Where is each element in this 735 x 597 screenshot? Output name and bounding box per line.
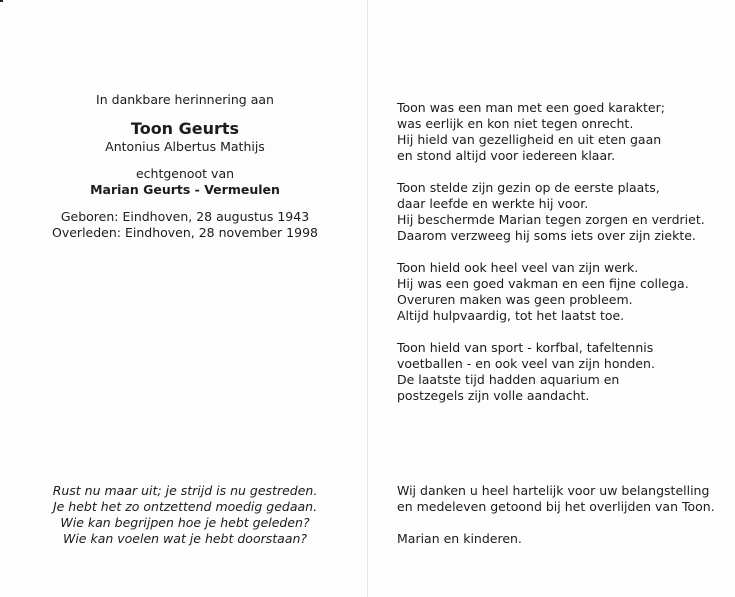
poem-line: Rust nu maar uit; je strijd is nu gestreden. (52, 483, 318, 498)
relation-text: echtgenoot van (135, 166, 235, 181)
stanza-line: en stond altijd voor iedereen klaar. (397, 148, 616, 163)
right-stanzas (397, 100, 717, 404)
poem-line: Wie kan voelen wat je hebt doorstaan? (62, 531, 308, 546)
stanza-line: Toon hield ook heel veel van zijn werk. (397, 260, 639, 275)
stanza-line: De laatste tijd hadden aquarium en (397, 372, 620, 387)
stanza-line: Hij hield van gezelligheid en uit eten gaan (397, 132, 662, 147)
died-line: Overleden: Eindhoven, 28 november 1998 (52, 225, 318, 240)
stanza (397, 340, 717, 404)
left-panel-header (40, 92, 330, 241)
stanza-line: Hij beschermde Marian tegen zorgen en verdriet. (397, 212, 705, 227)
stanza (397, 260, 717, 324)
intro-text: In dankbare herinnering aan (96, 92, 274, 107)
stanza-line: Altijd hulpvaardig, tot het laatst toe. (397, 308, 625, 323)
stanza-line: was eerlijk en kon niet tegen onrecht. (397, 116, 634, 131)
stanza-line: Toon hield van sport - korfbal, tafeltennis (397, 340, 654, 355)
thanks-line: en medeleven getoond bij het overlijden van Toon. (397, 499, 715, 514)
deceased-name: Toon Geurts (130, 119, 240, 138)
poem-line: Wie kan begrijpen hoe je hebt geleden? (60, 515, 310, 530)
scan-edge-mark (0, 0, 3, 2)
full-name: Antonius Albertus Mathijs (105, 139, 265, 154)
stanza-line: voetballen - en ook veel van zijn honden. (397, 356, 655, 371)
stanza-line: postzegels zijn volle aandacht. (397, 388, 590, 403)
card-fold-line (367, 0, 368, 597)
stanza-line: Hij was een goed vakman en een fijne collega. (397, 276, 689, 291)
thanks-line: Wij danken u heel hartelijk voor uw belangstelling (397, 483, 710, 498)
signature-text: Marian en kinderen. (397, 531, 522, 546)
stanza-line: daar leefde en werkte hij voor. (397, 196, 589, 211)
stanza-line: Daarom verzweeg hij soms iets over zijn ziekte. (397, 228, 696, 243)
stanza (397, 180, 717, 244)
stanza-line: Toon stelde zijn gezin op de eerste plaats, (397, 180, 660, 195)
stanza-line: Overuren maken was geen probleem. (397, 292, 633, 307)
poem-line: Je hebt het zo ontzettend moedig gedaan. (52, 499, 318, 514)
stanza (397, 100, 717, 164)
left-poem (40, 483, 330, 547)
born-line: Geboren: Eindhoven, 28 augustus 1943 (60, 209, 310, 224)
right-thanks (397, 483, 717, 547)
spouse-name: Marian Geurts - Vermeulen (90, 182, 280, 197)
stanza-line: Toon was een man met een goed karakter; (397, 100, 665, 115)
